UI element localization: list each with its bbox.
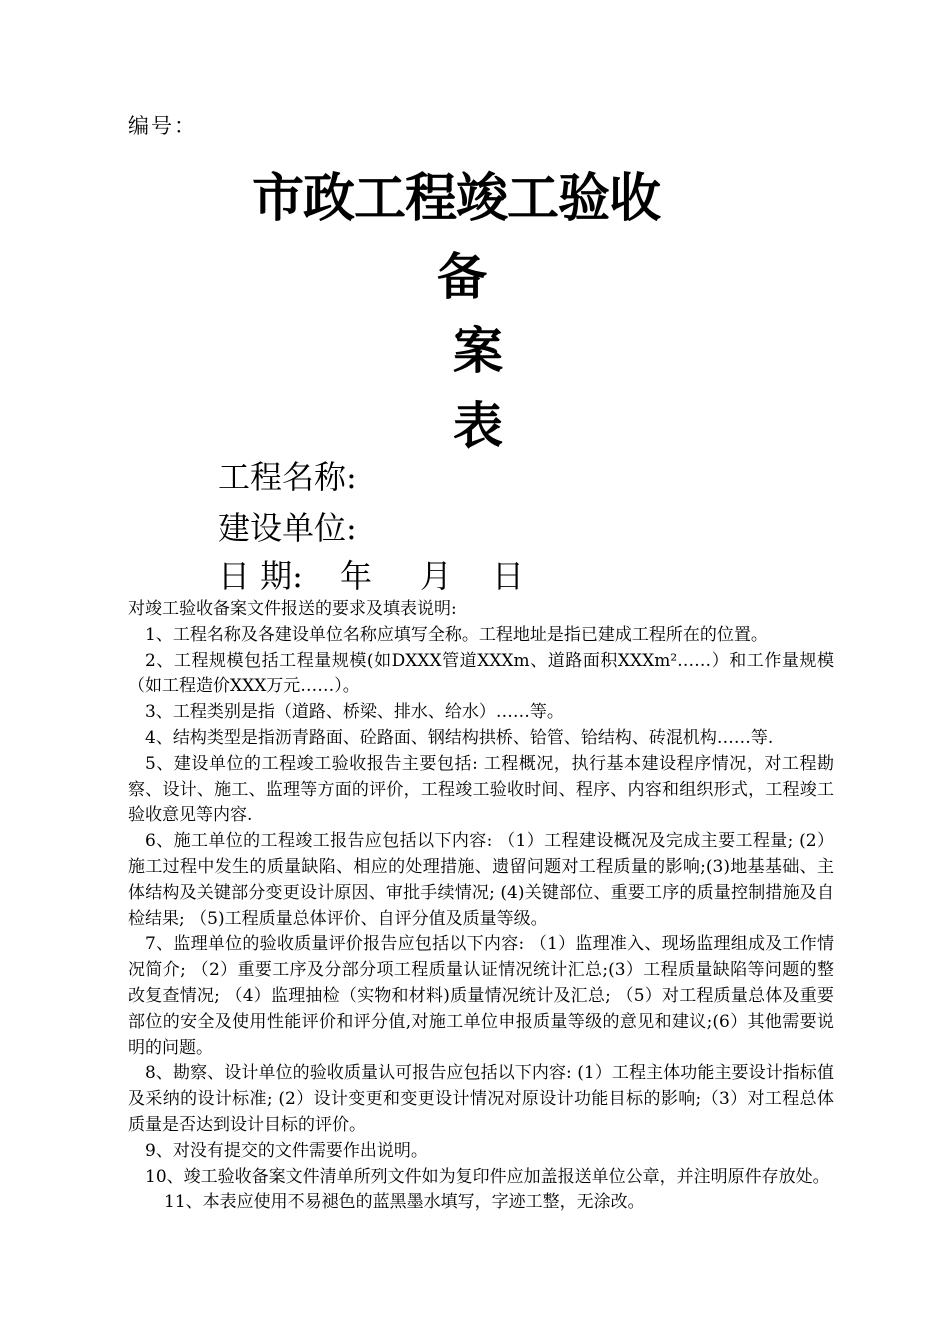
instruction-item: 8、勘察、设计单位的验收质量认可报告应包括以下内容: (1）工程主体功能主要设计指标值及采纳的设计标准; (2）设计变更和变更设计情况对原设计功能目标的影响;（3）对工程总体质量是否达到设计目标的评价。 [128,1063,834,1135]
date-day: 日 [492,557,525,595]
builder-field: 建设单位: [218,509,357,547]
instruction-item: 2、工程规模包括工程量规模(如DXXX管道XXXm、道路面积XXXm²……）和工作量规模（如工程造价XXX万元……）。 [128,650,834,697]
date-field [218,551,524,597]
instruction-item: 9、对没有提交的文件需要作出说明。 [145,1140,428,1161]
document-title-line-1: 市政工程竣工验收 [252,169,661,229]
serial-number-label: 编号： [128,114,197,138]
instruction-item: 11、本表应使用不易褪色的蓝黑墨水填写，字迹工整，无涂改。 [164,1192,645,1213]
document-title-line-3: 案 [453,322,503,380]
instruction-item: 3、工程类别是指（道路、桥梁、排水、给水）……等。 [145,702,564,723]
date-label: 日 期: [218,557,303,595]
instruction-item: 1、工程名称及各建设单位名称应填写全称。工程地址是指已建成工程所在的位置。 [145,624,768,645]
instructions-section [128,597,834,1216]
document-title-line-2: 备 [437,248,487,306]
instruction-item: 10、竣工验收备案文件清单所列文件如为复印件应加盖报送单位公章，并注明原件存放处。 [145,1166,830,1187]
instruction-item: 5、建设单位的工程竣工验收报告主要包括: 工程概况，执行基本建设程序情况，对工程勘察、设计、施工、监理等方面的评价，工程竣工验收时间、程序、内容和组织形式，工程竣工验收意见等内容. [128,753,834,826]
document-title-line-4: 表 [453,397,503,455]
date-month: 月 [420,557,453,595]
instruction-item: 6、施工单位的工程竣工报告应包括以下内容: （1）工程建设概况及完成主要工程量; (2）施工过程中发生的质量缺陷、相应的处理措施、遗留问题对工程质量的影响;(3)地基基础、主体结构及关键部分变更设计原因、审批手续情况; (4)关键部位、重要工序的质量控制措施及自检结果; （5)工程质量总体评价、自评分值及质量等级。 [128,831,834,929]
instruction-item: 7、监理单位的验收质量评价报告应包括以下内容: （1）监理准入、现场监理组成及工作情况简介; （2）重要工序及分部分项工程质量认证情况统计汇总;(3）工程质量缺陷等问题的整改复查情况; （4）监理抽检（实物和材料)质量情况统计及汇总; （5）对工程质量总体及重要部位的安全及使用性能评价和评分值,对施工单位申报质量等级的意见和建议;(6）其他需要说明的问题。 [128,934,834,1058]
instructions-heading: 对竣工验收备案文件报送的要求及填表说明: [128,599,457,619]
date-year: 年 [340,557,373,595]
instruction-item: 4、结构类型是指沥青路面、砼路面、钢结构拱桥、铪管、铪结构、砖混机构……等. [145,727,774,748]
project-name-field: 工程名称: [218,458,357,496]
